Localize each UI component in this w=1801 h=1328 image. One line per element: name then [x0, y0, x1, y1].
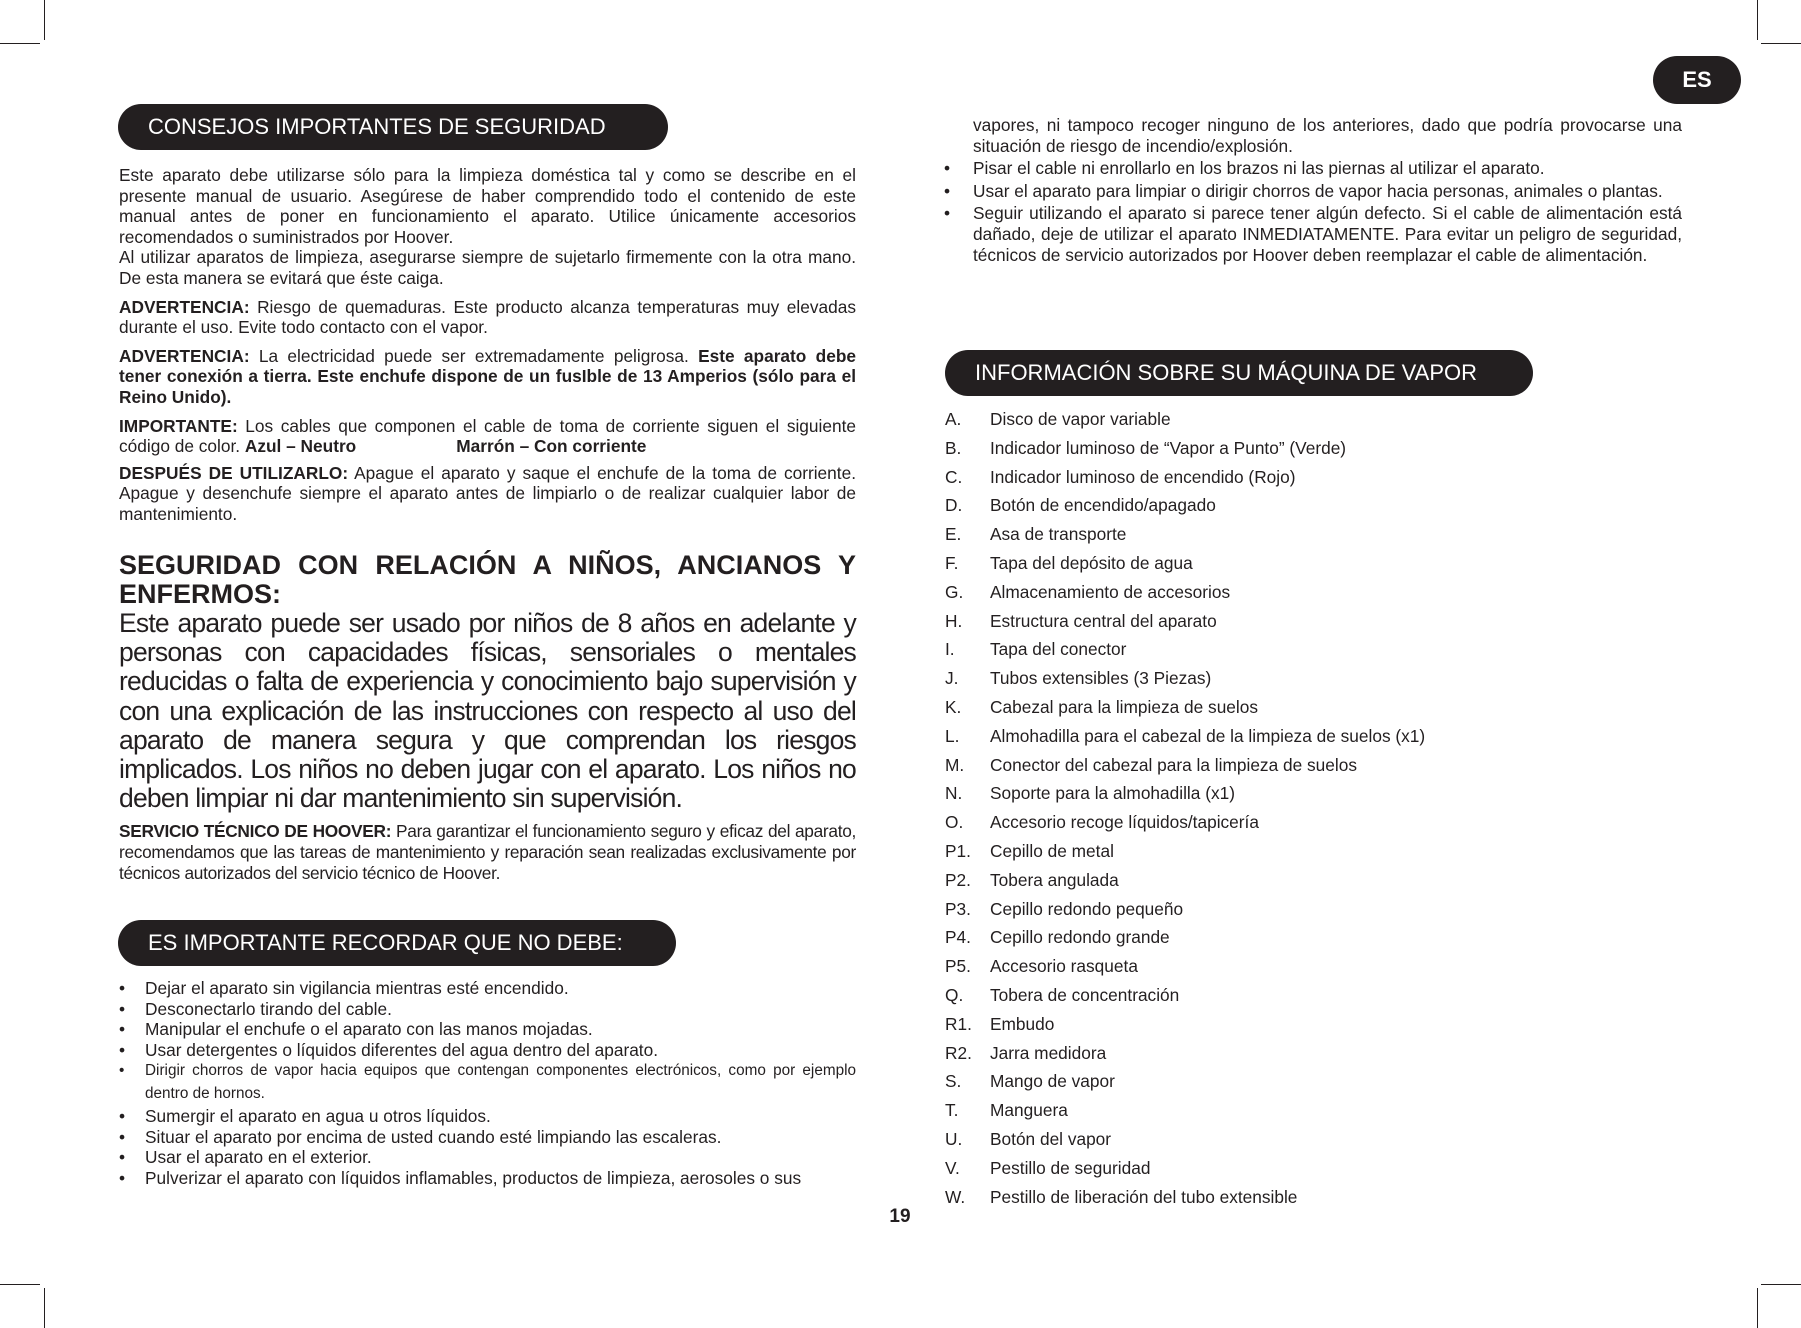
service-text: Para garantizar el funcionamiento seguro y eficaz del aparato, recomendamos que las tareas de mantenimiento y reparación sean realizadas exclusivamente por técnicos autorizados del servicio técnico de Hoover.	[119, 821, 857, 883]
list-item	[945, 952, 1685, 981]
part-code: G.	[945, 581, 964, 602]
warning-label: ADVERTENCIA:	[119, 345, 250, 366]
part-code: Q.	[945, 984, 964, 1005]
children-text: Este aparato puede ser usado por niños de 8 años en adelante y personas con capacidades físicas, sensoriales o mentales reducidas o falta de experiencia y conocimiento bajo supervisión y con una explicación de las instrucciones con respecto al uso del aparato de manera segura y que comprendan los riesgos implicados. Los niños no deben jugar con el aparato. Los niños no deben limpiar ni dar mantenimiento sin supervisión.	[119, 608, 856, 814]
part-code: K.	[945, 696, 962, 717]
part-label: Pestillo de seguridad	[990, 1157, 1151, 1178]
children-section	[119, 551, 856, 883]
continued-text: vapores, ni tampoco recoger ninguno de los anteriores, dado que podría provocarse una situación de riesgo de incendio/explosión.	[973, 115, 1682, 156]
part-label: Tapa del depósito de agua	[990, 552, 1193, 573]
part-code: N.	[945, 783, 963, 804]
dont-heading: ES IMPORTANTE RECORDAR QUE NO DEBE:	[118, 920, 676, 966]
list-item: • Dejar el aparato sin vigilancia mientras esté encendido.	[119, 978, 856, 999]
part-label: Accesorio recoge líquidos/tapicería	[990, 812, 1259, 833]
list-item	[945, 635, 1685, 664]
part-label: Tobera angulada	[990, 869, 1119, 890]
page-number: 19	[889, 1206, 911, 1227]
crop-mark	[1757, 0, 1758, 40]
crop-mark	[0, 1284, 40, 1285]
burn-warning	[119, 297, 856, 338]
part-code: R1.	[945, 1013, 972, 1034]
part-label: Tubos extensibles (3 Piezas)	[990, 668, 1212, 689]
part-code: P3.	[945, 898, 971, 919]
list-item	[945, 491, 1685, 520]
important-label: IMPORTANTE:	[119, 415, 238, 436]
list-item: • Desconectarlo tirando del cable.	[119, 999, 856, 1020]
service-note	[119, 821, 856, 883]
list-item: • Usar el aparato para limpiar o dirigir chorros de vapor hacia personas, animales o plantas.	[944, 181, 1682, 202]
part-code: S.	[945, 1071, 962, 1092]
part-code: I.	[945, 639, 955, 660]
list-item	[945, 1096, 1685, 1125]
list-item: • Dirigir chorros de vapor hacia equipos que contengan componentes electrónicos, como por ejemplo dentro de hornos.	[119, 1060, 856, 1106]
intro-paragraph: Este aparato debe utilizarse sólo para la limpieza doméstica tal y como se describe en el presente manual de usuario. Asegúrese de haber comprendido todo el contenido de este manual antes de poner en funcionamiento el aparato. Utilice únicamente accesorios recomendados o suministrados por Hoover.	[119, 165, 856, 247]
part-label: Cabezal para la limpieza de suelos	[990, 696, 1259, 717]
part-code: V.	[945, 1157, 960, 1178]
part-label: Estructura central del aparato	[990, 610, 1217, 631]
part-code: O.	[945, 812, 964, 833]
list-item	[945, 751, 1685, 780]
part-code: F.	[945, 552, 959, 573]
part-label: Accesorio rasqueta	[990, 956, 1138, 977]
language-badge: ES	[1653, 56, 1741, 104]
important-text: Los cables que componen el cable de toma de corriente siguen el siguiente código de color.	[119, 415, 856, 457]
part-code: W.	[945, 1186, 966, 1207]
part-code: C.	[945, 466, 963, 487]
list-item	[945, 520, 1685, 549]
part-code: D.	[945, 495, 963, 516]
part-label: Tobera de concentración	[990, 984, 1180, 1005]
part-label: Indicador luminoso de “Vapor a Punto” (Verde)	[990, 437, 1347, 458]
safety-section	[119, 165, 856, 525]
list-item	[945, 808, 1685, 837]
list-item	[945, 434, 1685, 463]
part-code: T.	[945, 1100, 959, 1121]
part-code: J.	[945, 668, 959, 689]
crop-mark	[1761, 43, 1801, 44]
info-heading: INFORMACIÓN SOBRE SU MÁQUINA DE VAPOR	[945, 350, 1533, 396]
part-code: B.	[945, 437, 962, 458]
list-item: • Manipular el enchufe o el aparato con las manos mojadas.	[119, 1019, 856, 1040]
part-code: P5.	[945, 956, 971, 977]
electric-warning	[119, 346, 856, 408]
part-label: Conector del cabezal para la limpieza de suelos	[990, 754, 1357, 775]
part-label: Cepillo redondo grande	[990, 927, 1170, 948]
part-code: M.	[945, 754, 965, 775]
after-use-label: DESPUÉS DE UTILIZARLO:	[119, 462, 349, 483]
part-label: Botón del vapor	[990, 1128, 1112, 1149]
crop-mark	[44, 0, 45, 40]
service-label: SERVICIO TÉCNICO DE HOOVER:	[119, 821, 392, 842]
children-heading: SEGURIDAD CON RELACIÓN A NIÑOS, ANCIANOS Y ENFERMOS:	[119, 550, 856, 609]
list-item	[945, 664, 1685, 693]
list-item: • Usar detergentes o líquidos diferentes del agua dentro del aparato.	[119, 1040, 856, 1061]
grip-paragraph: Al utilizar aparatos de limpieza, asegurarse siempre de sujetarlo firmemente con la otra mano. De esta manera se evitará que éste caiga.	[119, 247, 856, 288]
list-item	[945, 1010, 1685, 1039]
dont-list-left	[119, 978, 856, 1189]
list-item: • Pisar el cable ni enrollarlo en los brazos ni las piernas al utilizar el aparato.	[944, 158, 1682, 179]
part-label: Jarra medidora	[990, 1042, 1107, 1063]
list-item	[945, 607, 1685, 636]
part-label: Soporte para la almohadilla (x1)	[990, 783, 1235, 804]
warning-text: Riesgo de quemaduras. Este producto alcanza temperaturas muy elevadas durante el uso. Evite todo contacto con el vapor.	[119, 296, 856, 338]
part-label: Asa de transporte	[990, 524, 1127, 545]
parts-section	[945, 405, 1685, 1211]
important-note	[119, 416, 856, 457]
list-item	[945, 1067, 1685, 1096]
part-label: Botón de encendido/apagado	[990, 495, 1216, 516]
part-code: P4.	[945, 927, 971, 948]
warning-text: La electricidad puede ser extremadamente peligrosa.	[249, 345, 699, 366]
list-item	[945, 405, 1685, 434]
list-item: • Pulverizar el aparato con líquidos inflamables, productos de limpieza, aerosoles o sus	[119, 1168, 856, 1189]
list-item	[945, 722, 1685, 751]
part-code: U.	[945, 1128, 963, 1149]
warning-label: ADVERTENCIA:	[119, 296, 250, 317]
part-code: P1.	[945, 840, 971, 861]
list-item	[945, 779, 1685, 808]
part-code: P2.	[945, 869, 971, 890]
list-item	[945, 837, 1685, 866]
after-use-note	[119, 463, 856, 525]
list-item	[945, 866, 1685, 895]
part-label: Pestillo de liberación del tubo extensible	[990, 1186, 1298, 1207]
list-item	[945, 923, 1685, 952]
color-brown: Marrón – Con corriente	[456, 436, 647, 457]
part-code: A.	[945, 409, 962, 429]
list-item	[945, 578, 1685, 607]
crop-mark	[1757, 1288, 1758, 1328]
list-item	[945, 1183, 1685, 1212]
part-code: L.	[945, 725, 960, 746]
safety-heading: CONSEJOS IMPORTANTES DE SEGURIDAD	[118, 104, 668, 150]
part-label: Indicador luminoso de encendido (Rojo)	[990, 466, 1296, 487]
crop-mark	[0, 43, 40, 44]
list-item	[945, 1125, 1685, 1154]
part-label: Cepillo de metal	[990, 840, 1114, 861]
list-item: • Seguir utilizando el aparato si parece tener algún defecto. Si el cable de alimentación está dañado, deje de utilizar el aparato INMEDIATAMENTE. Para evitar un peligro de seguridad, técnicos de servicio autorizados por Hoover deben reemplazar el cable de alimentación.	[944, 203, 1682, 265]
list-item	[945, 1154, 1685, 1183]
part-label: Almohadilla para el cabezal de la limpieza de suelos (x1)	[990, 725, 1426, 746]
part-code: E.	[945, 524, 962, 545]
list-item	[945, 981, 1685, 1010]
list-item	[945, 463, 1685, 492]
crop-mark	[44, 1288, 45, 1328]
list-item: • Situar el aparato por encima de usted cuando esté limpiando las escaleras.	[119, 1127, 856, 1148]
part-code: R2.	[945, 1042, 972, 1063]
part-label: Cepillo redondo pequeño	[990, 898, 1184, 919]
after-use-text: Apague el aparato y saque el enchufe de la toma de corriente. Apague y desenchufe siempre el aparato antes de limpiarlo o de realizar cualquier labor de mantenimiento.	[119, 462, 856, 524]
part-label: Disco de vapor variable	[990, 409, 1171, 429]
warning-bold-text: Este aparato debe tener conexión a tierra. Este enchufe dispone de un fusIble de 13 Amperios (sólo para el Reino Unido).	[119, 345, 856, 407]
part-label: Manguera	[990, 1100, 1068, 1121]
dont-list-right	[944, 115, 1682, 265]
part-label: Mango de vapor	[990, 1071, 1115, 1092]
part-label: Embudo	[990, 1013, 1055, 1034]
list-item: • Sumergir el aparato en agua u otros líquidos.	[119, 1106, 856, 1127]
color-blue: Azul – Neutro	[244, 436, 357, 457]
parts-list	[945, 405, 1685, 1211]
list-item	[945, 549, 1685, 578]
list-item: • Usar el aparato en el exterior.	[119, 1147, 856, 1168]
list-item	[945, 895, 1685, 924]
part-code: H.	[945, 610, 963, 631]
list-item	[945, 693, 1685, 722]
part-label: Tapa del conector	[990, 639, 1127, 660]
list-item	[945, 1039, 1685, 1068]
part-label: Almacenamiento de accesorios	[990, 581, 1231, 602]
crop-mark	[1761, 1284, 1801, 1285]
